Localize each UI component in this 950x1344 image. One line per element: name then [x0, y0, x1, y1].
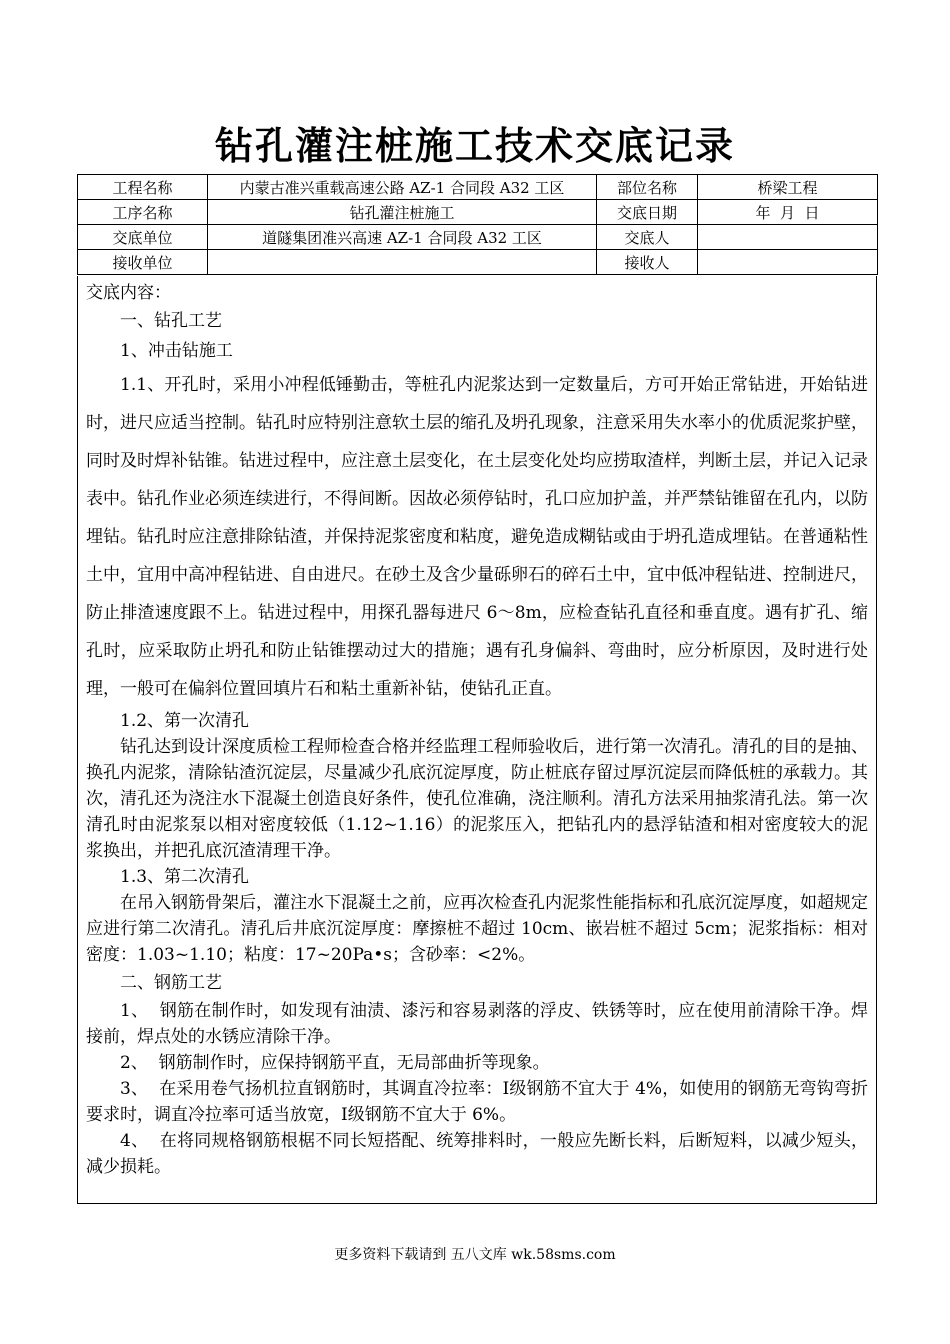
- section-heading: 二、钢筋工艺: [120, 973, 222, 993]
- footer-link[interactable]: 更多资料下载请到 五八文库 wk.58sms.com: [334, 1247, 616, 1263]
- table-row: [78, 225, 878, 250]
- issuer-unit-label: 交底单位: [78, 225, 208, 250]
- content-lead: 交底内容：: [86, 283, 171, 303]
- table-row: [78, 200, 878, 225]
- paragraph-second-cleaning: 在吊入钢筋骨架后，灌注水下混凝土之前，应再次检查孔内泥浆性能指标和孔底沉淀厚度，如超规定应进行第二次清孔。清孔后井底沉淀厚度：摩擦桩不超过 10cm、嵌岩桩不超过 5cm；泥浆指标：相对密度：1.03~1.10；粘度：17~20Pa•s；含砂率：<2%。: [86, 893, 868, 965]
- paragraph-impact-drilling: 1.1、开孔时，采用小冲程低锤勤击，等桩孔内泥浆达到一定数量后，方可开始正常钻进，开始钻进时，进尺应适当控制。钻孔时应特别注意软土层的缩孔及坍孔现象，注意采用失水率小的优质泥浆护壁，同时及时焊补钻锥。钻进过程中，应注意土层变化，在土层变化处均应捞取渣样，判断土层，并记入记录表中。钻孔作业必须连续进行，不得间断。因故必须停钻时，孔口应加护盖，并严禁钻锥留在孔内，以防埋钻。钻孔时应注意排除钻渣，并保持泥浆密度和粘度，避免造成糊钻或由于坍孔造成埋钻。在普通粘性土中，宜用中高冲程钻进、自由进尺。在砂土及含少量砾卵石的碎石土中，宜中低冲程钻进、控制进尺，防止排渣速度跟不上。钻进过程中，用探孔器每进尺 6～8m，应检查钻孔直径和垂直度。遇有扩孔、缩孔时，应采取防止坍孔和防止钻锥摆动过大的措施；遇有孔身偏斜、弯曲时，应分析原因，及时进行处理，一般可在偏斜位置回填片石和粘土重新补钻，使钻孔正直。: [86, 375, 868, 699]
- table-row: [78, 175, 878, 200]
- section-heading: 一、钻孔工艺: [120, 311, 222, 331]
- list-item: 4、 在将同规格钢筋根椐不同长短搭配、统筹排料时，一般应先断长料，后断短料，以减少短头，减少损耗。: [86, 1131, 868, 1177]
- issuer-label: 交底人: [597, 225, 698, 250]
- dept-label: 部位名称: [597, 175, 698, 200]
- subsection-heading: 1、冲击钻施工: [120, 341, 233, 361]
- subsection-heading: 1.3、第二次清孔: [120, 867, 250, 887]
- receiver-value: [698, 250, 878, 275]
- list-item: 1、 钢筋在制作时，如发现有油渍、漆污和容易剥落的浮皮、铁锈等时，应在使用前清除干净。焊接前，焊点处的水锈应清除干净。: [86, 1001, 868, 1047]
- receiver-unit-label: 接收单位: [78, 250, 208, 275]
- content-box: [77, 276, 877, 1204]
- date-label: 交底日期: [597, 200, 698, 225]
- receiver-unit-value: [208, 250, 597, 275]
- subsection-heading: 1.2、第一次清孔: [120, 711, 250, 731]
- header-table: [77, 174, 878, 275]
- process-label: 工序名称: [78, 200, 208, 225]
- project-name-value: 内蒙古准兴重载高速公路 AZ-1 合同段 A32 工区: [208, 175, 597, 200]
- receiver-label: 接收人: [597, 250, 698, 275]
- table-row: [78, 250, 878, 275]
- document-title: 钻孔灌注桩施工技术交底记录: [214, 124, 735, 168]
- list-item: 3、 在采用卷气扬机拉直钢筋时，其调直冷拉率：Ⅰ级钢筋不宜大于 4%，如使用的钢筋无弯钩弯折要求时，调直冷拉率可适当放宽，Ⅰ级钢筋不宜大于 6%。: [86, 1079, 868, 1125]
- process-value: 钻孔灌注桩施工: [208, 200, 597, 225]
- issuer-value: [698, 225, 878, 250]
- issuer-unit-value: 道隧集团准兴高速 AZ-1 合同段 A32 工区: [208, 225, 597, 250]
- list-item: 2、 钢筋制作时，应保持钢筋平直，无局部曲折等现象。: [120, 1053, 550, 1073]
- paragraph-first-cleaning: 钻孔达到设计深度质检工程师检查合格并经监理工程师验收后，进行第一次清孔。清孔的目的是抽、换孔内泥浆，清除钻渣沉淀层，尽量减少孔底沉淀厚度，防止桩底存留过厚沉淀层而降低桩的承载力。其次，清孔还为浇注水下混凝土创造良好条件，使孔位准确，浇注顺利。清孔方法采用抽浆清孔法。第一次清孔时由泥浆泵以相对密度较低（1.12~1.16）的泥浆压入，把钻孔内的悬浮钻渣和相对密度较大的泥浆换出，并把孔底沉渣清理干净。: [86, 737, 868, 861]
- date-value: 年 月 日: [698, 200, 878, 225]
- project-name-label: 工程名称: [78, 175, 208, 200]
- dept-value: 桥梁工程: [698, 175, 878, 200]
